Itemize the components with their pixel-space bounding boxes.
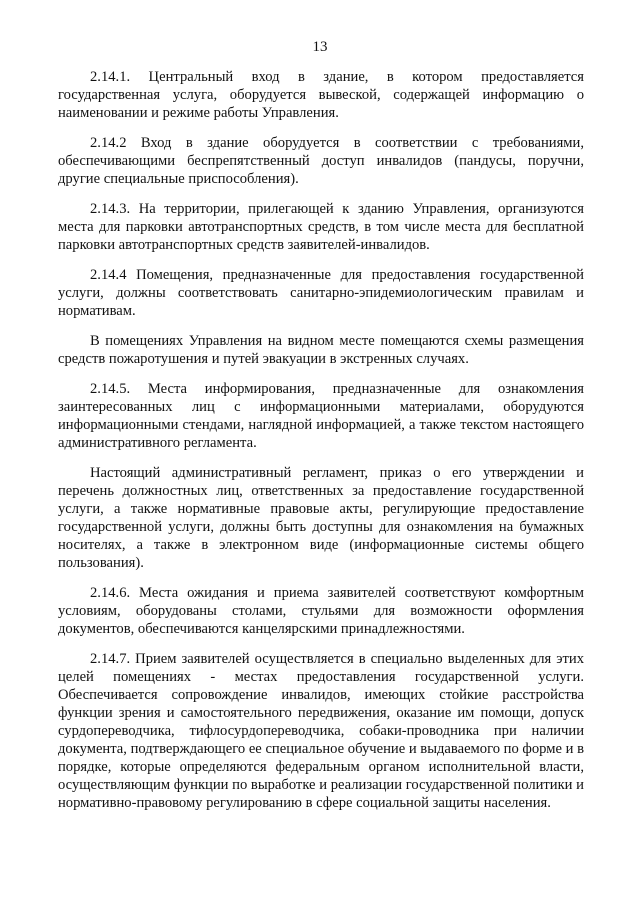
paragraph-2-14-3: 2.14.3. На территории, прилегающей к зданию Управления, организуются места для парковки автотранспортных средств, в том числе места для бесплатной парковки автотранспортных средств заявителей-инвалидов.	[58, 201, 584, 253]
document-body	[58, 68, 584, 822]
paragraph-2-14-2: 2.14.2 Вход в здание оборудуется в соответствии с требованиями, обеспечивающими беспрепятственный доступ инвалидов (пандусы, поручни, другие специальные приспособления).	[58, 135, 584, 187]
paragraph-2-14-5: 2.14.5. Места информирования, предназначенные для ознакомления заинтересованных лиц с информационными материалами, оборудуются информационными стендами, наглядной информацией, а также текстом настоящего административного регламента.	[58, 381, 584, 451]
paragraph-2-14-7: 2.14.7. Прием заявителей осуществляется в специально выделенных для этих целей помещениях - местах предоставления государственной услуги. Обеспечивается сопровождение инвалидов, имеющих стойкие расстройства функции зрения и самостоятельного передвижения, оказание им помощи, допуск сурдопереводчика, тифлосурдопереводчика, собаки-проводника при наличии документа, подтверждающего ее специальное обучение и выдаваемого по форме и в порядке, которые определяются федеральным органом исполнительной власти, осуществляющим функции по выработке и реализации государственной политики и нормативно-правовому регулированию в сфере социальной защиты населения.	[58, 651, 584, 811]
paragraph-2-14-6: 2.14.6. Места ожидания и приема заявителей соответствуют комфортным условиям, оборудованы столами, стульями для возможности оформления документов, обеспечиваются канцелярскими принадлежностями.	[58, 585, 584, 637]
page-number: 13	[312, 39, 328, 55]
paragraph-2-14-1: 2.14.1. Центральный вход в здание, в котором предоставляется государственная услуга, оборудуется вывеской, содержащей информацию о наименовании и режиме работы Управления.	[58, 69, 584, 121]
paragraph-regulation-access: Настоящий административный регламент, приказ о его утверждении и перечень должностных лиц, ответственных за предоставление государственной услуги, а также нормативные правовые акты, регулирующие предоставление государственной услуги, должны быть доступны для ознакомления на бумажных носителях, а также в электронном виде (информационные системы общего пользования).	[58, 465, 584, 571]
paragraph-2-14-4: 2.14.4 Помещения, предназначенные для предоставления государственной услуги, должны соответствовать санитарно-эпидемиологическим правилам и нормативам.	[58, 267, 584, 319]
paragraph-evacuation-schemes: В помещениях Управления на видном месте помещаются схемы размещения средств пожаротушения и путей эвакуации в экстренных случаях.	[58, 333, 584, 367]
